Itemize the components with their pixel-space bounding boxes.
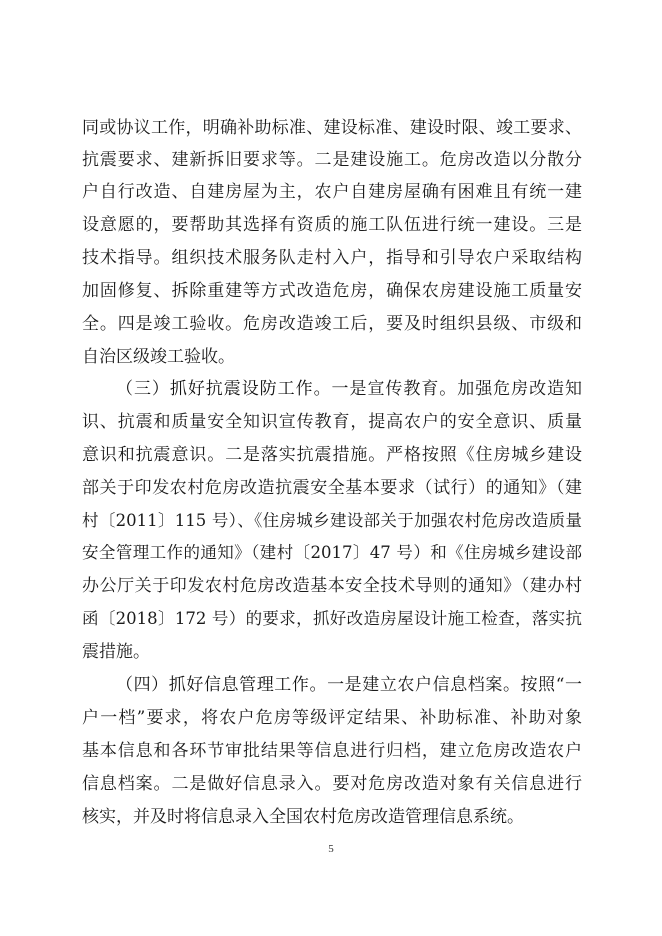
paragraph-line: 同或协议工作，明确补助标准、建设标准、建设时限、竣工要求、 xyxy=(82,118,582,138)
paragraph-line: 办公厅关于印发农村危房改造基本安全技术导则的通知》（建办村 xyxy=(82,576,582,596)
paragraph-line: 安全管理工作的通知》（建村〔2017〕47 号）和《住房城乡建设部 xyxy=(82,543,582,562)
page-number: 5 xyxy=(328,843,334,855)
paragraph-line: 设意愿的，要帮助其选择有资质的施工队伍进行统一建设。三是 xyxy=(82,215,582,235)
section-3-heading: （三）抓好抗震设防工作 xyxy=(116,379,314,399)
paragraph-line: 技术指导。组织技术服务队走村入户，指导和引导农户采取结构 xyxy=(82,248,582,268)
paragraph-line: 户一档”要求，将农户危房等级评定结果、补助标准、补助对象 xyxy=(82,708,582,728)
section-4-heading: （四）抓好信息管理工作 xyxy=(116,675,310,695)
paragraph-line: 识、抗震和质量安全知识宣传教育，提高农户的安全意识、质量 xyxy=(82,412,582,432)
paragraph-line: 意识和抗震意识。二是落实抗震措施。严格按照《住房城乡建设 xyxy=(82,445,582,465)
paragraph-line: 基本信息和各环节审批结果等信息进行归档，建立危房改造农户 xyxy=(82,741,582,761)
paragraph-line: 信息档案。二是做好信息录入。要对危房改造对象有关信息进行 xyxy=(82,774,582,794)
paragraph-line: 震措施。 xyxy=(82,642,150,662)
paragraph-line: 全。四是竣工验收。危房改造竣工后，要及时组织县级、市级和 xyxy=(82,314,582,334)
paragraph-line: 自治区级竣工验收。 xyxy=(82,347,235,367)
paragraph-line: 户自行改造、自建房屋为主，农户自建房屋确有困难且有统一建 xyxy=(82,182,582,202)
paragraph-line: 加固修复、拆除重建等方式改造危房，确保农房建设施工质量安 xyxy=(82,281,582,301)
section-3-first-line-text: 。一是宣传教育。加强危房改造知 xyxy=(313,379,583,399)
paragraph-line: 部关于印发农村危房改造抗震安全基本要求（试行）的通知》（建 xyxy=(82,478,582,498)
paragraph-line: 抗震要求、建新拆旧要求等。二是建设施工。危房改造以分散分 xyxy=(82,150,582,170)
section-4-first-line xyxy=(116,670,582,700)
section-4-first-line-text: 。一是建立农户信息档案。按照“一 xyxy=(309,675,582,695)
section-3-first-line xyxy=(116,374,582,404)
paragraph-line: 村〔2011〕115 号）、《住房城乡建设部关于加强农村危房改造质量 xyxy=(82,511,582,530)
paragraph-line: 函〔2018〕172 号）的要求，抓好改造房屋设计施工检查，落实抗 xyxy=(82,609,582,628)
paragraph-line: 核实，并及时将信息录入全国农村危房改造管理信息系统。 xyxy=(82,807,524,827)
